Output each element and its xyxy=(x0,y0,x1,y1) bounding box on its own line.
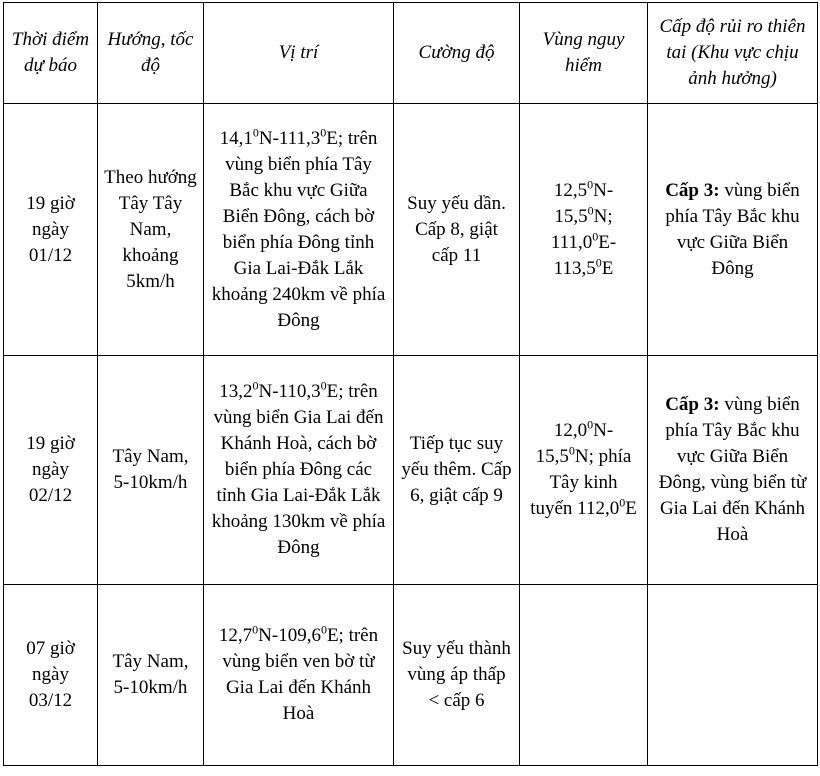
east-symbol: E xyxy=(625,498,637,519)
north-symbol: N xyxy=(258,625,272,646)
table-row xyxy=(4,585,818,766)
table-row xyxy=(4,104,818,356)
coord-lat: 13,2 xyxy=(219,381,253,402)
dash-symbol: - xyxy=(606,420,614,441)
risk-level: Cấp 3: xyxy=(665,179,720,201)
degree-sup: 0 xyxy=(587,417,594,432)
dash-symbol: - xyxy=(272,381,279,402)
dash-symbol: - xyxy=(272,127,279,149)
cell-risk xyxy=(648,356,818,585)
table-row xyxy=(4,356,818,585)
position-text: trên vùng biển phía Tây Bắc khu vực Giữa Biển Đông, cách bờ biển phía Đông tỉnh Gia Lai-Đắk Lắk khoảng 240km về phía Đông xyxy=(211,127,386,331)
header-risk: Cấp độ rủi ro thiên tai (Khu vực chịu ảnh hưởng) xyxy=(648,3,818,104)
coord-end: ; xyxy=(338,625,344,646)
north-symbol: N xyxy=(574,446,589,467)
position-text: trên vùng biển Gia Lai đến Khánh Hoà, cách bờ biển phía Đông các tỉnh Gia Lai-Đắk Lắk khoảng 130km về phía Đông xyxy=(211,381,386,558)
north-symbol: N xyxy=(258,381,273,402)
degree-sup: 0 xyxy=(320,622,327,637)
degree-sup: 0 xyxy=(320,378,327,393)
sep-symbol: ; xyxy=(607,205,613,227)
risk-level: Cấp 3: xyxy=(665,394,720,415)
cell-direction: Tây Nam, 5-10km/h xyxy=(98,585,204,766)
degree-sup: 0 xyxy=(252,125,259,140)
zone-west-text: phía Tây kinh tuyến xyxy=(530,446,632,519)
cell-danger-zone xyxy=(520,585,648,766)
cell-risk xyxy=(648,585,818,766)
coord-lon: 110,3 xyxy=(278,381,321,402)
dash-symbol: - xyxy=(271,625,279,646)
forecast-table xyxy=(3,2,818,766)
header-row xyxy=(4,3,818,104)
header-position: Vị trí xyxy=(204,3,394,104)
degree-sup: 0 xyxy=(592,229,599,244)
coord-lat: 12,7 xyxy=(218,625,253,646)
risk-area: vùng biển phía Tây Bắc khu vực Giữa Biển Đông xyxy=(665,179,800,279)
east-symbol: E xyxy=(601,257,614,279)
coord-end: ; xyxy=(337,127,344,149)
east-symbol: E xyxy=(598,231,610,253)
degree-sup: 0 xyxy=(595,255,602,270)
risk-area: vùng biển phía Tây Bắc khu vực Giữa Biển Đông, vùng biển từ Gia Lai đến Khánh Hoà xyxy=(658,394,807,545)
coord-end: ; xyxy=(338,381,344,402)
cell-intensity: Suy yếu thành vùng áp thấp < cấp 6 xyxy=(394,585,520,766)
cell-intensity: Tiếp tục suy yếu thêm. Cấp 6, giật cấp 9 xyxy=(394,356,520,585)
east-symbol: E xyxy=(326,625,339,646)
dash-symbol: - xyxy=(609,231,617,253)
header-intensity: Cường độ xyxy=(394,3,520,104)
east-symbol: E xyxy=(326,127,338,149)
north-symbol: N xyxy=(593,205,608,227)
zone-lat-to: 15,5 xyxy=(554,205,588,227)
cell-danger-zone xyxy=(520,104,648,356)
north-symbol: N xyxy=(593,420,607,441)
sep-symbol: ; xyxy=(588,446,599,467)
cell-direction: Theo hướng Tây Tây Nam, khoảng 5km/h xyxy=(98,104,204,356)
cell-time: 19 giờ ngày 02/12 xyxy=(4,356,98,585)
degree-sup: 0 xyxy=(587,203,594,218)
north-symbol: N xyxy=(593,179,607,201)
cell-intensity: Suy yếu dần. Cấp 8, giật cấp 11 xyxy=(394,104,520,356)
degree-sup: 0 xyxy=(619,495,626,510)
cell-position xyxy=(204,356,394,585)
degree-sup: 0 xyxy=(320,125,327,140)
cell-time: 07 giờ ngày 03/12 xyxy=(4,585,98,766)
degree-sup: 0 xyxy=(568,443,575,458)
degree-sup: 0 xyxy=(587,177,594,192)
cell-position xyxy=(204,585,394,766)
position-text: trên vùng biển ven bờ từ Gia Lai đến Khánh Hoà xyxy=(222,625,379,724)
header-direction: Hướng, tốc độ xyxy=(98,3,204,104)
degree-sup: 0 xyxy=(252,378,259,393)
coord-lat: 14,1 xyxy=(219,127,253,149)
cell-direction: Tây Nam, 5-10km/h xyxy=(98,356,204,585)
cell-position xyxy=(204,104,394,356)
header-time: Thời điểm dự báo xyxy=(4,3,98,104)
cell-risk xyxy=(648,104,818,356)
north-symbol: N xyxy=(258,127,273,149)
header-danger-zone: Vùng nguy hiểm xyxy=(520,3,648,104)
zone-lat-from: 12,5 xyxy=(553,179,588,201)
dash-symbol: - xyxy=(606,179,614,201)
coord-lon: 109,6 xyxy=(278,625,321,646)
zone-lat-to: 15,5 xyxy=(535,446,569,467)
east-symbol: E xyxy=(326,381,339,402)
zone-lat-from: 12,0 xyxy=(553,420,588,441)
zone-lon: 112,0 xyxy=(577,498,620,519)
cell-time: 19 giờ ngày 01/12 xyxy=(4,104,98,356)
cell-danger-zone xyxy=(520,356,648,585)
coord-lon: 111,3 xyxy=(278,127,321,149)
zone-lon-to: 113,5 xyxy=(553,257,596,279)
degree-sup: 0 xyxy=(252,622,259,637)
zone-lon-from: 111,0 xyxy=(550,231,593,253)
